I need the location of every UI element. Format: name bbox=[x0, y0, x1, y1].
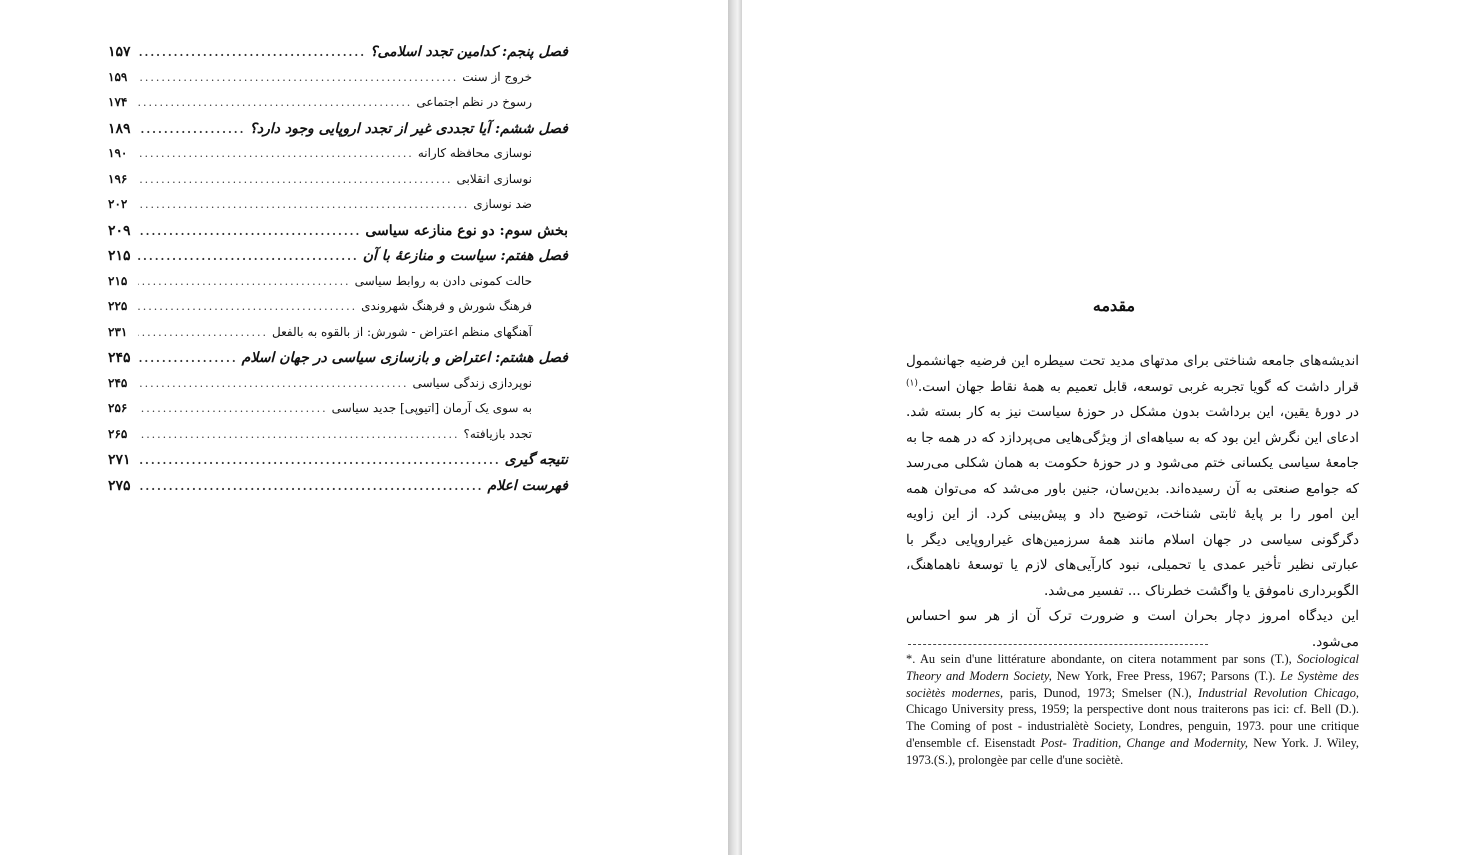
toc-section-entry bbox=[108, 401, 568, 427]
toc-page-number: ۲۴۵ bbox=[108, 350, 131, 366]
introduction-paragraph-1 bbox=[906, 349, 1359, 604]
toc-page-number: ۱۹۶ bbox=[108, 171, 128, 186]
toc-entry-title: نوسازی محافظه کارانه bbox=[417, 146, 532, 160]
toc-entry-title: نوپردازی زندگی سیاسی bbox=[412, 375, 532, 390]
footnote-text-1: Au sein d'une littérature abondante, on citera notamment par sons (T.), bbox=[915, 652, 1298, 666]
toc-chapter-entry bbox=[108, 478, 568, 504]
footnote-divider bbox=[908, 644, 1208, 645]
toc-page-number: ۱۵۷ bbox=[108, 44, 131, 60]
toc-section-entry bbox=[108, 376, 568, 402]
toc-leader-dots bbox=[138, 377, 408, 390]
footnote-italic-2: Le Système des sociètès modernes, bbox=[906, 668, 1359, 700]
footnote-text-3: paris, Dunod, 1973; Smelser (N.), bbox=[1003, 685, 1199, 700]
toc-leader-dots bbox=[138, 46, 366, 59]
toc-page-number: ۲۴۵ bbox=[108, 375, 128, 390]
toc-entry-title: ضد نوسازی bbox=[473, 197, 532, 211]
toc-entry-title: فصل پنجم: کدامین تجدد اسلامی؟ bbox=[370, 44, 568, 60]
toc-entry-title: فهرست اعلام bbox=[487, 477, 568, 494]
footnote-italic-4: Post- Tradition, Change and Modernity, bbox=[1040, 735, 1249, 750]
toc-page-number: ۲۲۵ bbox=[108, 299, 128, 313]
toc-section-entry bbox=[108, 172, 568, 198]
footnote bbox=[906, 651, 1359, 769]
toc-page-number: ۱۵۹ bbox=[108, 69, 128, 84]
toc-page-number: ۱۷۴ bbox=[108, 95, 128, 109]
toc-leader-dots bbox=[138, 326, 268, 339]
footnote-italic-3: Industrial Revolution Chicago, bbox=[1198, 685, 1359, 700]
toc-entry-title: فصل هفتم: سیاست و منازعهٔ با آن bbox=[362, 248, 568, 264]
introduction-body bbox=[906, 349, 1359, 655]
toc-entry-title: فصل ششم: آیا تجددی غیر از تجدد اروپایی وجود دارد؟ bbox=[249, 120, 568, 137]
toc-leader-dots bbox=[138, 71, 458, 84]
table-of-contents bbox=[108, 44, 568, 503]
toc-entry-title: به سوی یک آرمان [اتیوپی] جدید سیاسی bbox=[331, 401, 532, 415]
toc-page-number: ۲۵۶ bbox=[108, 401, 128, 415]
toc-section-entry bbox=[108, 197, 568, 223]
toc-entry-title: خروج از سنت bbox=[462, 69, 532, 84]
toc-leader-dots bbox=[138, 173, 453, 186]
toc-page-number: ۲۱۵ bbox=[108, 248, 131, 264]
footnote-reference: (۱) bbox=[906, 378, 918, 388]
toc-page-number: ۱۸۹ bbox=[108, 120, 131, 137]
toc-section-entry bbox=[108, 274, 568, 300]
toc-leader-dots bbox=[138, 428, 460, 441]
toc-entry-title: حالت کمونی دادن به روابط سیاسی bbox=[354, 273, 532, 288]
toc-leader-dots bbox=[138, 198, 469, 211]
paragraph-1-part-1: اندیشه‌های جامعه شناختی برای مدتهای مدید تحت سیطره این فرضیه جهانشمول قرار داشت که گویا تجربه غربی توسعه، قابل تعمیم به همهٔ نقاط جهان است. bbox=[906, 353, 1359, 395]
toc-page-number: ۲۰۹ bbox=[108, 222, 131, 239]
toc-section-entry bbox=[108, 95, 568, 121]
introduction-paragraph-2: این دیدگاه امروز دچار بحران است و ضرورت ترک آن از هر سو احساس می‌شود. bbox=[906, 608, 1359, 650]
toc-chapter-entry bbox=[108, 350, 568, 376]
toc-section-entry bbox=[108, 146, 568, 172]
toc-page-number: ۲۷۱ bbox=[108, 452, 131, 468]
book-gutter bbox=[728, 0, 742, 855]
toc-section-entry bbox=[108, 299, 568, 325]
toc-chapter-entry bbox=[108, 452, 568, 478]
toc-section-entry bbox=[108, 325, 568, 351]
footnote-italic-1: Sociological Theory and Modern Society, bbox=[906, 652, 1359, 683]
toc-chapter-entry bbox=[108, 223, 568, 249]
toc-entry-title: بخش سوم: دو نوع منازعه سیاسی bbox=[365, 222, 568, 239]
toc-entry-title: فصل هشتم: اعتراض و بازسازی سیاسی در جهان اسلام bbox=[241, 350, 568, 366]
toc-chapter-entry bbox=[108, 44, 568, 70]
toc-page-number: ۲۱۵ bbox=[108, 273, 128, 288]
footnote-text-5: New York. J. Wiley, 1973.(S.), prolongèe par celle d'une sociètè. bbox=[906, 735, 1359, 767]
toc-page-number: ۲۷۵ bbox=[108, 477, 131, 494]
toc-chapter-entry bbox=[108, 121, 568, 147]
toc-leader-dots bbox=[138, 454, 501, 467]
toc-leader-dots bbox=[138, 352, 238, 365]
toc-leader-dots bbox=[138, 480, 484, 493]
footnote-text-2: New York, Free Press, 1967; Parsons (T.). bbox=[1051, 668, 1281, 683]
toc-entry-title: رسوخ در نظم اجتماعی bbox=[416, 95, 532, 109]
toc-entry-title: نتیجه گیری bbox=[504, 452, 568, 468]
toc-leader-dots bbox=[138, 123, 245, 136]
toc-section-entry bbox=[108, 427, 568, 453]
toc-leader-dots bbox=[138, 96, 412, 109]
toc-entry-title: فرهنگ شورش و فرهنگ شهروندی bbox=[361, 299, 532, 313]
footnote-text-4: Chicago University press, 1959; la perspective dont nous traiterons pas ici: cf. Bell (D.). The Coming of post - industrialètè Society, Londres, penguin, 1973. pour une critique d'ensemble cf. Eisenstadt bbox=[906, 702, 1359, 750]
toc-leader-dots bbox=[138, 147, 414, 160]
toc-leader-dots bbox=[138, 275, 351, 288]
toc-page-number: ۲۶۵ bbox=[108, 426, 128, 441]
toc-chapter-entry bbox=[108, 248, 568, 274]
toc-entry-title: آهنگهای منظم اعتراض - شورش: از بالقوه به بالفعل bbox=[272, 324, 532, 339]
paragraph-1-part-2: در دورهٔ یقین، این برداشت بدون مشکل در حوزهٔ سیاست نیز به کار بسته شد. ادعای این نگرش این بود که به سیاهه‌ای از ویژگی‌هایی می‌پردازد که در همه جا به جامعهٔ سیاسی یکسانی ختم می‌شود و در حوزهٔ حکومت به همان شکلی می‌رسد که جوامع صنعتی به آن رسیده‌اند. بدین‌سان، جنین باور می‌شد که می‌توان همه این امور را بر پایهٔ ثابتی شناخت، توضیح داد و پیش‌بینی کرد. از این زاویه دگرگونی سیاسی در جهان اسلام مانند همهٔ سرزمین‌های غیراروپایی دیگر با عبارتی نظیر تأخیر عمدی یا تحمیلی، نبود کارآیی‌های لازم یا توسعهٔ ناهماهنگ، الگوبرداری ناموفق یا واگشت خطرناک ... تفسیر می‌شد. bbox=[906, 404, 1359, 599]
page-speck bbox=[908, 818, 912, 822]
toc-section-entry bbox=[108, 70, 568, 96]
toc-leader-dots bbox=[138, 225, 361, 238]
toc-leader-dots bbox=[138, 402, 328, 415]
right-page bbox=[742, 0, 1477, 855]
introduction-title: مقدمه bbox=[1092, 296, 1136, 315]
footnote-marker: *. bbox=[906, 652, 916, 666]
toc-leader-dots bbox=[138, 300, 357, 313]
toc-page-number: ۲۳۱ bbox=[108, 324, 128, 339]
toc-page-number: ۱۹۰ bbox=[108, 146, 128, 160]
toc-entry-title: نوسازی انقلابی bbox=[456, 171, 532, 186]
toc-leader-dots bbox=[138, 250, 359, 263]
left-page bbox=[0, 0, 728, 855]
toc-entry-title: تجدد بازیافته؟ bbox=[463, 426, 532, 441]
toc-page-number: ۲۰۲ bbox=[108, 197, 128, 211]
